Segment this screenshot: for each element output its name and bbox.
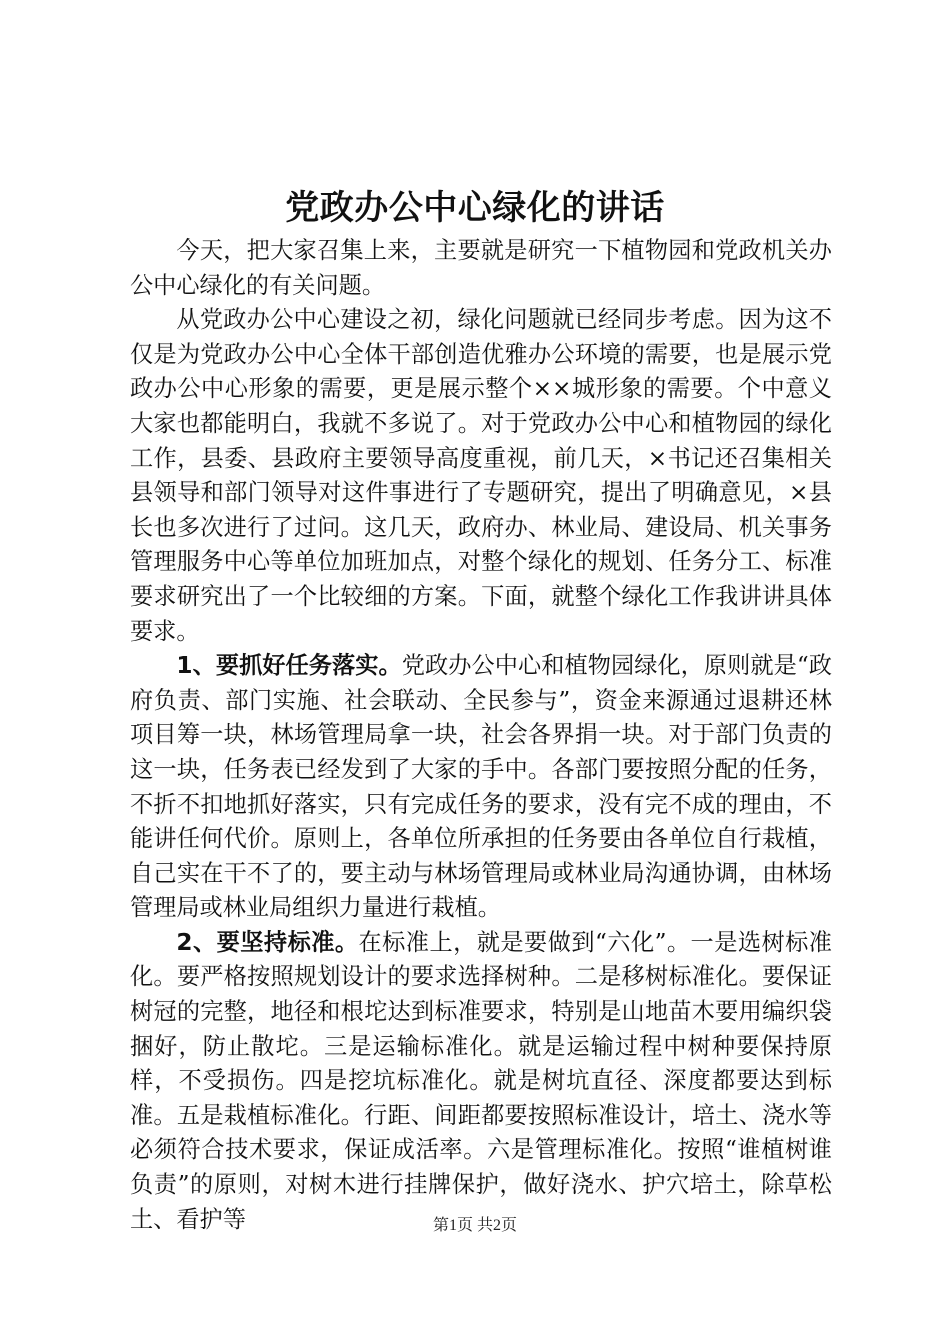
document-title: 党政办公中心绿化的讲话 [285, 188, 665, 228]
document-body [130, 234, 832, 1237]
paragraph-2 [130, 303, 832, 649]
paragraph-1-text: 今天，把大家召集上来，主要就是研究一下植物园和党政机关办公中心绿化的有关问题。 [130, 237, 832, 299]
page-number-footer: 第1页 共2页 [432, 1217, 517, 1234]
paragraph-1 [130, 234, 832, 303]
paragraph-3-lead: 1、要抓好任务落实。 [176, 652, 402, 680]
paragraph-3 [130, 649, 832, 926]
paragraph-4-text: 在标准上，就是要做到“六化”。一是选树标准化。要严格按照规划设计的要求选择树种。二是移树标准化。要保证树冠的完整，地径和根坨达到标准要求，特别是山地苗木要用编织袋捆好，防止散坨。三是运输标准化。就是运输过程中树种要保持原样，不受损伤。四是挖坑标准化。就是树坑直径、深度都要达到标准。五是栽植标准化。行距、间距都要按照标准设计，培土、浇水等必须符合技术要求，保证成活率。六是管理标准化。按照“谁植树谁负责”的原则，对树木进行挂牌保护，做好浇水、护穴培土，除草松土、看护等 [130, 928, 832, 1233]
paragraph-2-text: 从党政办公中心建设之初，绿化问题就已经同步考虑。因为这不仅是为党政办公中心全体干部创造优雅办公环境的需要，也是展示党政办公中心形象的需要，更是展示整个××城形象的需要。个中意义大家也都能明白，我就不多说了。对于党政办公中心和植物园的绿化工作，县委、县政府主要领导高度重视，前几天，×书记还召集相关县领导和部门领导对这件事进行了专题研究，提出了明确意见，×县长也多次进行了过问。这几天，政府办、林业局、建设局、机关事务管理服务中心等单位加班加点，对整个绿化的规划、任务分工、标准要求研究出了一个比较细的方案。下面，就整个绿化工作我讲讲具体要求。 [130, 306, 832, 645]
paragraph-4-lead: 2、要坚持标准。 [176, 928, 359, 956]
paragraph-4 [130, 926, 832, 1237]
paragraph-3-text: 党政办公中心和植物园绿化，原则就是“政府负责、部门实施、社会联动、全民参与”，资金来源通过退耕还林项目筹一块，林场管理局拿一块，社会各界捐一块。对于部门负责的这一块，任务表已经发到了大家的手中。各部门要按照分配的任务，不折不扣地抓好落实，只有完成任务的要求，没有完不成的理由，不能讲任何代价。原则上，各单位所承担的任务要由各单位自行栽植，自己实在干不了的，要主动与林场管理局或林业局沟通协调，由林场管理局或林业局组织力量进行栽植。 [130, 652, 832, 922]
